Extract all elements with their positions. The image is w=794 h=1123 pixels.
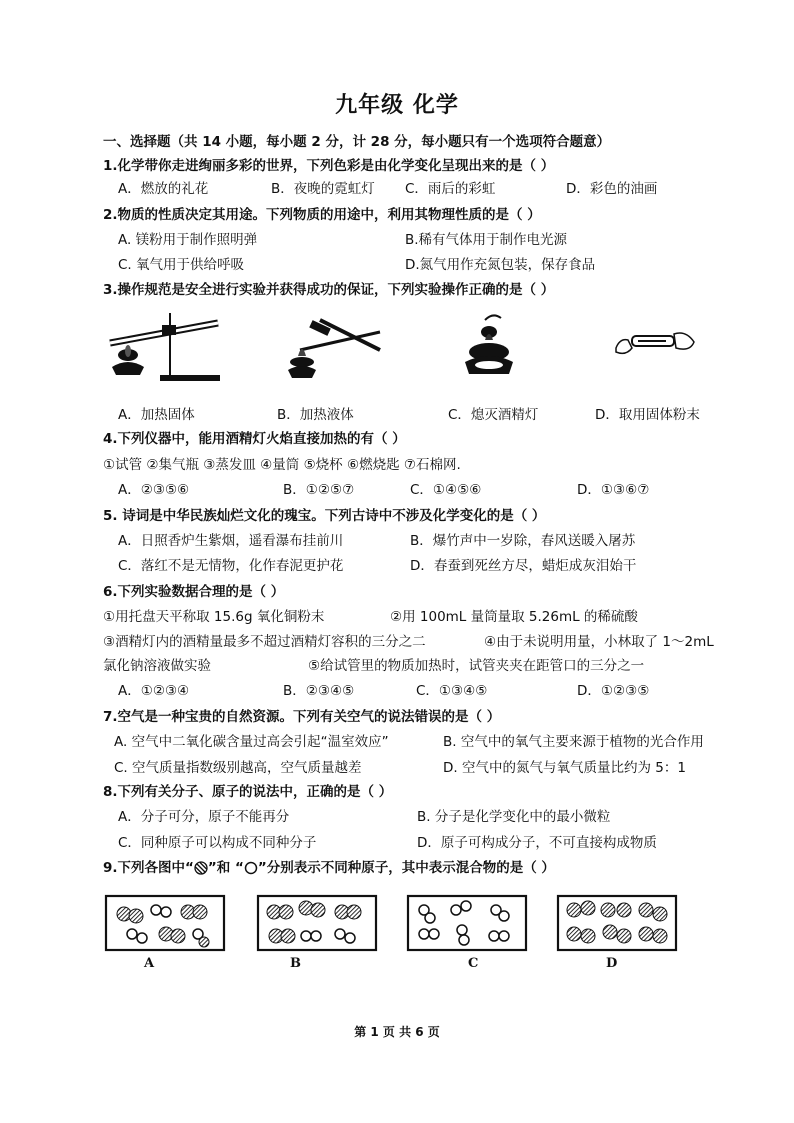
question-8-stem: 8.下列有关分子、原子的说法中，正确的是（ ） — [103, 784, 393, 800]
question-2-option-a: A. 镁粉用于制作照明弹 — [118, 232, 258, 248]
question-1-option-d: D．彩色的油画 — [566, 181, 658, 197]
section-heading: 一、选择题（共 14 小题，每小题 2 分，计 28 分，每小题只有一个选项符合题意） — [103, 134, 611, 150]
question-6-item-3: ③酒精灯内的酒精量最多不超过酒精灯容积的三分之二 — [103, 634, 426, 650]
question-4-option-b: B．①②⑤⑦ — [283, 482, 355, 498]
question-2-option-d: D.氮气用作充氮包装，保存食品 — [405, 257, 596, 273]
question-6-item-5: ⑤给试管里的物质加热时，试管夹夹在距管口的三分之一 — [308, 658, 645, 674]
question-6-item-4: ④由于未说明用量，小林取了 1～2mL — [484, 634, 714, 650]
question-5-stem: 5. 诗词是中华民族灿烂文化的瑰宝。下列古诗中不涉及化学变化的是（ ） — [103, 508, 546, 524]
question-9-stem-start: 9.下列各图中“ — [103, 860, 194, 876]
question-3-option-d: D．取用固体粉末 — [595, 407, 700, 423]
apparatus-b-heating-liquid-figure — [280, 310, 390, 380]
question-9-stem-mid: ”和 “ — [207, 860, 244, 876]
open-atom-icon — [244, 861, 258, 875]
question-5-option-b: B．爆竹声中一岁除，春风送暖入屠苏 — [410, 533, 636, 549]
question-6-item-1: ①用托盘天平称取 15.6g 氧化铜粉末 — [103, 609, 325, 625]
question-2-option-c: C. 氧气用于供给呼吸 — [118, 257, 245, 273]
question-8-option-c: C．同种原子可以构成不同种分子 — [118, 835, 317, 851]
diagram-c-label: C — [468, 956, 479, 971]
question-1-option-a: A．燃放的礼花 — [118, 181, 209, 197]
question-4-option-c: C．①④⑤⑥ — [410, 482, 482, 498]
question-1-option-c: C．雨后的彩虹 — [405, 181, 496, 197]
question-4-option-d: D．①③⑥⑦ — [577, 482, 650, 498]
diagram-b-label: B — [290, 956, 301, 971]
question-6-option-b: B．②③④⑤ — [283, 683, 355, 699]
question-5-option-d: D．春蚕到死丝方尽，蜡炬成灰泪始干 — [410, 558, 637, 574]
question-4-items: ①试管 ②集气瓶 ③蒸发皿 ④量筒 ⑤烧杯 ⑥燃烧匙 ⑦石棉网. — [103, 457, 461, 473]
question-6-option-a: A．①②③④ — [118, 683, 190, 699]
question-9-stem — [103, 859, 555, 877]
page-title: 九年级 化学 — [335, 93, 459, 118]
question-7-option-a: A. 空气中二氧化碳含量过高会引起“温室效应” — [114, 734, 389, 750]
page-footer: 第 1 页 共 6 页 — [354, 1025, 440, 1039]
apparatus-d-powder-figure — [610, 318, 700, 363]
question-3-option-a: A．加热固体 — [118, 407, 195, 423]
question-7-option-d: D. 空气中的氮气与氧气质量比约为 5：1 — [443, 760, 686, 776]
hatched-atom-icon — [194, 861, 208, 875]
question-5-option-a: A．日照香炉生紫烟，遥看瀑布挂前川 — [118, 533, 344, 549]
diagram-a-label: A — [144, 956, 155, 971]
question-9-stem-end: ”分别表示不同种原子，其中表示混合物的是（ ） — [257, 860, 555, 876]
question-6-item-2: ②用 100mL 量筒量取 5.26mL 的稀硫酸 — [390, 609, 638, 625]
question-1-option-b: B．夜晚的霓虹灯 — [271, 181, 375, 197]
question-6-option-d: D．①②③⑤ — [577, 683, 650, 699]
question-3-option-b: B．加热液体 — [277, 407, 354, 423]
question-8-option-d: D．原子可构成分子，不可直接构成物质 — [417, 835, 657, 851]
question-6-item-4-cont: 氯化钠溶液做实验 — [103, 658, 211, 674]
question-8-option-a: A．分子可分，原子不能再分 — [118, 809, 290, 825]
question-2-stem: 2.物质的性质决定其用途。下列物质的用途中，利用其物理性质的是（ ） — [103, 207, 541, 223]
question-4-option-a: A．②③⑤⑥ — [118, 482, 190, 498]
question-7-option-b: B. 空气中的氧气主要来源于植物的光合作用 — [443, 734, 704, 750]
question-6-option-c: C．①③④⑤ — [416, 683, 488, 699]
question-7-stem: 7.空气是一种宝贵的自然资源。下列有关空气的说法错误的是（ ） — [103, 709, 501, 725]
question-3-option-c: C．熄灭酒精灯 — [448, 407, 539, 423]
question-8-option-b: B. 分子是化学变化中的最小微粒 — [417, 809, 611, 825]
question-6-stem: 6.下列实验数据合理的是（ ） — [103, 584, 285, 600]
question-4-stem: 4.下列仪器中，能用酒精灯火焰直接加热的有（ ） — [103, 431, 406, 447]
question-7-option-c: C. 空气质量指数级别越高，空气质量越差 — [114, 760, 362, 776]
diagram-d-label: D — [606, 956, 618, 971]
question-3-stem: 3.操作规范是安全进行实验并获得成功的保证，下列实验操作正确的是（ ） — [103, 282, 555, 298]
question-2-option-b: B.稀有气体用于制作电光源 — [405, 232, 568, 248]
question-1-stem: 1.化学带你走进绚丽多彩的世界，下列色彩是由化学变化呈现出来的是（ ） — [103, 158, 555, 174]
apparatus-c-extinguish-lamp-figure — [455, 310, 535, 380]
question-5-option-c: C．落红不是无情物，化作春泥更护花 — [118, 558, 344, 574]
apparatus-a-heating-solid-figure — [100, 305, 250, 385]
